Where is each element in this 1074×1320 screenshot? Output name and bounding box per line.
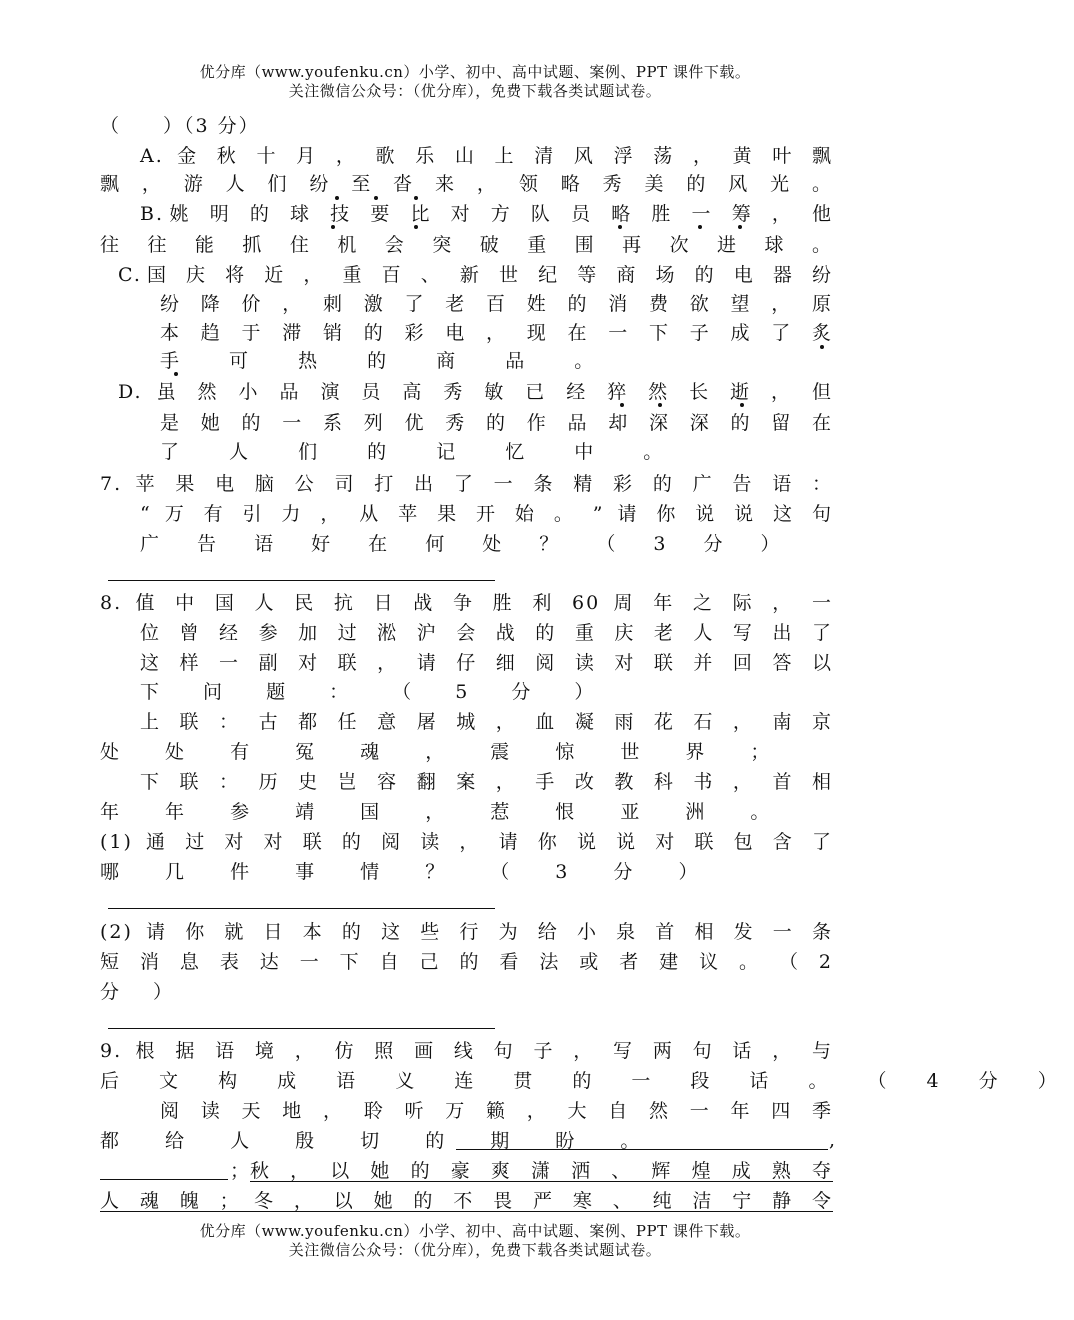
header-line-2: 关注微信公众号：（优分库），免费下载各类试题试卷。 [288,82,662,100]
q8-couplet-upper-2: 处 处 有 冤 魂 ， 震 惊 世 界 ； [100,741,790,763]
q9-blank-semicolon: ； [230,1160,252,1182]
q7-line-1: 7. 苹 果 电 脑 公 司 打 出 了 一 条 精 彩 的 广 告 语 ： [100,473,833,495]
q9-underlined-winter: 人 魂 魄 ； 冬 ， 以 她 的 不 畏 严 寒 、 纯 洁 宁 静 令 [100,1190,833,1212]
emphasis-dot [738,225,742,229]
emphasis-dot [740,403,744,407]
q6-option-a-line-2: 飘 ， 游 人 们 纷 至 沓 来 ， 领 略 秀 美 的 风 光 。 [100,173,833,195]
emphasis-dot [658,403,662,407]
q9-passage-line-2: 都 给 人 殷 切 的 期 盼 。 [100,1130,660,1152]
q8-couplet-lower-2: 年 年 参 靖 国 ， 惹 恨 亚 洲 。 [100,801,790,823]
footer-line-1: 优分库（www.youfenku.cn）小学、初中、高中试题、案例、PPT 课件下载。 [199,1222,751,1240]
q6-option-c-line-4: 手 可 热 的 商 品 。 [160,350,616,372]
q8-line-1: 8. 值 中 国 人 民 抗 日 战 争 胜 利 60 周 年 之 际 ， 一 [100,592,833,614]
emphasis-dot [618,225,622,229]
emphasis-dot [174,372,178,376]
q6-option-a-line-1: A. 金 秋 十 月 ， 歌 乐 山 上 清 风 浮 荡 ， 黄 叶 飘 [140,145,833,167]
q9-blank-comma: , [829,1129,838,1151]
q6-option-b-line-1: B.姚 明 的 球 技 要 比 对 方 队 员 略 胜 一 筹 ， 他 [140,203,833,225]
q6-option-b-line-2: 往 往 能 抓 住 机 会 突 破 重 围 再 次 进 球 。 [100,234,833,256]
q8-part-1-line-2: 哪 几 件 事 情 ？ （ 3 分 ） [100,861,718,883]
q9-line-2: 后 文 构 成 语 义 连 贯 的 一 段 话 。 （ 4 分 ） [100,1070,1074,1092]
header-line-1: 优分库（www.youfenku.cn）小学、初中、高中试题、案例、PPT 课件下载。 [199,63,751,81]
q8-part-2-line-3: 分 ） [100,981,187,1003]
q9-underlined-autumn: 秋 ， 以 她 的 豪 爽 潇 洒 、 辉 煌 成 熟 夺 [250,1160,833,1182]
q6-option-d-line-1: D. 虽 然 小 品 演 员 高 秀 敏 已 经 猝 然 长 逝 ， 但 [118,381,833,403]
footer-line-2: 关注微信公众号：（优分库），免费下载各类试题试卷。 [288,1241,662,1259]
q9-blank-line-2[interactable] [100,1179,228,1180]
q8-couplet-lower-1: 下 联 ： 历 史 岂 容 翻 案 ， 手 改 教 科 书 ， 首 相 [140,771,833,793]
q6-option-c-line-1: C.国 庆 将 近 ， 重 百 、 新 世 纪 等 商 场 的 电 器 纷 [118,264,833,286]
emphasis-dot [820,345,824,349]
q8-line-3: 这 样 一 副 对 联 ， 请 仔 细 阅 读 对 联 并 回 答 以 [140,652,833,674]
q8-line-4: 下 问 题 ： （ 5 分 ） [140,681,613,703]
page-header [0,63,950,101]
q8-part-2-answer-line[interactable] [108,1028,495,1029]
emphasis-dot [414,196,418,200]
q7-line-2: “ 万 有 引 力 ， 从 苹 果 开 始 。 ” 请 你 说 说 这 句 [140,503,833,525]
q6-option-c-line-2: 纷 降 价 ， 刺 激 了 老 百 姓 的 消 费 欲 望 ， 原 [160,293,833,315]
q8-part-2-line-2: 短 消 息 表 达 一 下 自 己 的 看 法 或 者 建 议 。 （ 2 [100,951,833,973]
q6-option-d-line-2: 是 她 的 一 系 列 优 秀 的 作 品 却 深 深 的 留 在 [160,412,833,434]
emphasis-dot [335,196,339,200]
emphasis-dot [374,196,378,200]
emphasis-dot [414,225,418,229]
q7-answer-line[interactable] [108,580,495,581]
q7-line-3: 广 告 语 好 在 何 处 ？ （ 3 分 ） [140,533,796,555]
q9-line-1: 9. 根 据 语 境 ， 仿 照 画 线 句 子 ， 写 两 句 话 ， 与 [100,1040,833,1062]
page-footer [0,1222,950,1260]
q6-option-d-line-3: 了 人 们 的 记 忆 中 。 [160,441,685,463]
q6-stem: （ ）（3 分） [100,115,260,137]
q8-part-2-line-1: (2) 请 你 就 日 本 的 这 些 行 为 给 小 泉 首 相 发 一 条 [100,921,833,943]
q8-part-1-line-1: (1) 通 过 对 对 联 的 阅 读 ， 请 你 说 说 对 联 包 含 了 [100,831,833,853]
q9-blank-line-1[interactable] [456,1149,828,1150]
emphasis-dot [698,225,702,229]
q8-part-1-answer-line[interactable] [108,908,495,909]
emphasis-dot [331,225,335,229]
q6-option-c-line-3: 本 趋 于 滞 销 的 彩 电 ， 现 在 一 下 子 成 了 炙 [160,322,833,344]
q9-passage-line-1: 阅 读 天 地 ， 聆 听 万 籁 ， 大 自 然 一 年 四 季 [160,1100,833,1122]
q8-couplet-upper-1: 上 联 ： 古 都 任 意 屠 城 ， 血 凝 雨 花 石 ， 南 京 [140,711,833,733]
emphasis-dot [620,403,624,407]
q8-line-2: 位 曾 经 参 加 过 淞 沪 会 战 的 重 庆 老 人 写 出 了 [140,622,833,644]
